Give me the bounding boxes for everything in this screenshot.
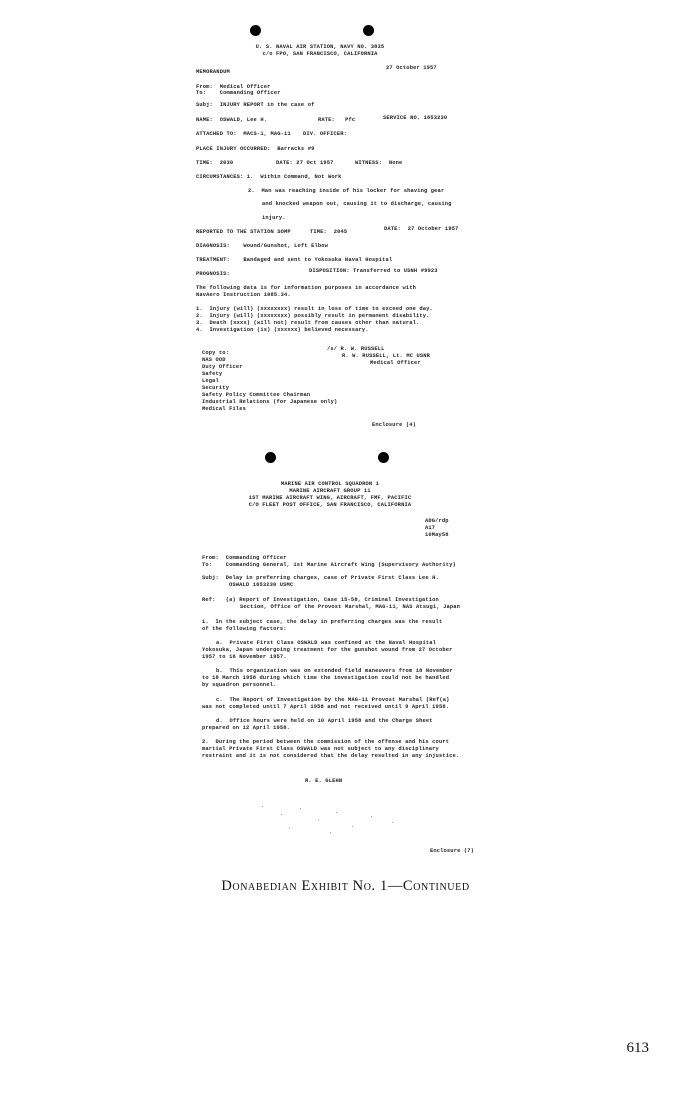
memo1-date: 27 October 1957 xyxy=(386,65,437,71)
memo1-copy-list-item: Copy to: xyxy=(202,350,230,356)
memo2-from: From: Commanding Officer xyxy=(202,555,287,561)
memo1-copy-list-item: Safety xyxy=(202,371,223,377)
memo1-item: 3. Death (xxxx) (will not) result from causes other than natural. xyxy=(196,320,420,326)
scan-speck xyxy=(318,820,319,821)
memo1-div-officer: DIV. OFFICER: xyxy=(303,131,348,137)
memo1-copy-list-item: Security xyxy=(202,385,230,391)
memo1-header-line2: c/o FPO, SAN FRANCISCO, CALIFORNIA xyxy=(262,51,378,57)
memo1-name: NAME: OSWALD, Lee H. xyxy=(196,117,268,123)
memo2-ref-code: 10May58 xyxy=(425,532,449,538)
memo1-circumstances-2: 2. Man was reaching inside of his locker for shaving gear xyxy=(248,188,445,194)
memo2-header-line3: 1ST MARINE AIRCRAFT WING, AIRCRAFT, FMF, PACIFIC xyxy=(248,495,412,501)
memo1-reported-date: DATE: 27 October 1957 xyxy=(384,226,459,232)
memo2-paragraph-b1: b. This organization was on extended field maneuvers from 18 November xyxy=(216,668,453,674)
scan-speck xyxy=(262,806,263,807)
punch-hole-left xyxy=(250,25,261,36)
memo2-paragraph-a3: 1957 to 16 November 1957. xyxy=(202,654,287,660)
memo1-info-line2: NavAero Instruction 1085.34. xyxy=(196,292,291,298)
memo1-item: 4. Investigation (is) (xxxxxx) believed necessary. xyxy=(196,327,369,333)
scan-speck xyxy=(330,832,331,833)
memo1-circumstances-1: CIRCUMSTANCES: 1. Within Command, Not Work xyxy=(196,174,342,180)
memo1-witness: WITNESS: None xyxy=(355,160,403,166)
memo1-circumstances-3: and knocked weapon out, causing it to discharge, causing xyxy=(262,201,452,207)
memo2-paragraph-1b: of the following factors: xyxy=(202,626,287,632)
memo2-ref-code: A17 xyxy=(425,525,436,531)
memo1-copy-list-item: Legal xyxy=(202,378,219,384)
memo1-from: From: Medical Officer xyxy=(196,84,271,90)
memo1-copy-list-item: Medical Files xyxy=(202,406,247,412)
memo2-paragraph-c1: c. The Report of Investigation by the MAG-11 Provost Marshal (Ref(a) xyxy=(216,697,450,703)
memo1-service-no: SERVICE NO. 1653230 xyxy=(383,115,448,121)
memo2-paragraph-2c: restraint and it is not considered that the delay resulted in any injustice. xyxy=(202,753,460,759)
page-number: 613 xyxy=(626,1040,649,1056)
scan-speck xyxy=(336,812,337,813)
memo1-circumstances-4: injury. xyxy=(262,215,286,221)
memo1-signature-1: /s/ R. W. RUSSELL xyxy=(327,346,385,352)
scan-speck xyxy=(300,808,301,809)
memo2-signature: R. E. GLEHN xyxy=(305,778,343,784)
memo1-reported: REPORTED TO THE STATION SOMP xyxy=(196,229,291,235)
scan-speck xyxy=(281,814,282,815)
memo1-rate: RATE: Pfc xyxy=(318,117,356,123)
memo1-item: 2. Injury (will) (xxxxxxxx) possibly result in permanent disability. xyxy=(196,313,430,319)
memo2-paragraph-b2: to 18 March 1958 during which time the investigation could not be handled xyxy=(202,675,450,681)
memo1-type: MEMORANDUM xyxy=(196,69,230,75)
memo1-reported-time: TIME: 2045 xyxy=(310,229,348,235)
memo1-diagnosis: DIAGNOSIS: Wound/Gunshot, Left Elbow xyxy=(196,243,329,249)
memo1-copy-list-item: Safety Policy Committee Chairman xyxy=(202,392,311,398)
memo1-time: TIME: 2030 xyxy=(196,160,234,166)
exhibit-caption: Donabedian Exhibit No. 1—Continued xyxy=(221,878,470,894)
memo1-attached: ATTACHED TO: MACS-1, MAG-11 xyxy=(196,131,291,137)
memo1-enclosure: Enclosure (4) xyxy=(372,422,417,428)
memo2-header-line1: MARINE AIR CONTROL SQUADRON 1 xyxy=(280,481,380,487)
memo1-treatment: TREATMENT: Bandaged and sent to Yokosuka Naval Hospital xyxy=(196,257,393,263)
punch-hole-right xyxy=(363,25,374,36)
memo2-paragraph-c2: was not completed until 7 April 1958 and not received until 9 April 1958. xyxy=(202,704,450,710)
memo1-prognosis: PROGNOSIS: xyxy=(196,271,230,277)
memo1-info-line1: The following data is for information purposes in accordance with xyxy=(196,285,417,291)
memo2-subject-2: OSWALD 1653230 USMC xyxy=(229,582,294,588)
memo1-copy-list-item: Industrial Relations (for Japanese only) xyxy=(202,399,338,405)
memo1-disposition: DISPOSITION: Transferred to USNH #9923 xyxy=(309,268,438,274)
memo2-reference-2: Section, Office of the Provost Marshal, MAG-11, NAS Atsugi, Japan xyxy=(240,604,461,610)
memo1-to: To: Commanding Officer xyxy=(196,90,281,96)
memo2-header-line2: MARINE AIRCRAFT GROUP 11 xyxy=(289,488,371,494)
memo2-ref-code: ADG/rdp xyxy=(425,518,449,524)
memo2-subject-1: Subj: Delay in preferring charges, case of Private First Class Lee H. xyxy=(202,575,439,581)
memo1-subject: Subj: INJURY REPORT in the case of xyxy=(196,102,315,108)
memo2-paragraph-2a: 2. During the period between the commission of the offense and his court xyxy=(202,739,450,745)
memo1-date-line: DATE: 27 Oct 1957 xyxy=(276,160,334,166)
memo2-enclosure: Enclosure (7) xyxy=(430,848,475,854)
memo2-paragraph-a1: a. Private First Class OSWALD was confined at the Naval Hospital xyxy=(216,640,437,646)
scan-speck xyxy=(392,822,393,823)
punch-hole-right xyxy=(378,452,389,463)
scan-speck xyxy=(371,816,372,817)
memo1-header-line1: U. S. NAVAL AIR STATION, NAVY NO. 3835 xyxy=(255,44,385,50)
memo2-paragraph-2b: martial Private First Class OSWALD was not subject to any disciplinary xyxy=(202,746,439,752)
scan-speck xyxy=(289,828,290,829)
memo2-paragraph-b3: by squadron personnel. xyxy=(202,682,277,688)
memo1-place: PLACE INJURY OCCURRED: Barracks #9 xyxy=(196,146,315,152)
memo1-copy-list-item: Duty Officer xyxy=(202,364,243,370)
memo2-header-line4: C/O FLEET POST OFFICE, SAN FRANCISCO, CALIFORNIA xyxy=(248,502,412,508)
memo1-signature-2: R. W. RUSSELL, Lt. MC USNR xyxy=(342,353,431,359)
memo2-paragraph-d2: prepared on 12 April 1958. xyxy=(202,725,291,731)
memo1-signature-3: Medical Officer xyxy=(370,360,421,366)
memo1-copy-list-item: NAS OOD xyxy=(202,357,226,363)
punch-hole-left xyxy=(265,452,276,463)
memo2-paragraph-1a: 1. In the subject case, the delay in preferring charges was the result xyxy=(202,619,443,625)
memo1-item: 1. Injury (will) (xxxxxxxx) result in loss of time to exceed one day. xyxy=(196,306,433,312)
memo2-paragraph-a2: Yokosuka, Japan undergoing treatment for the gunshot wound from 27 October xyxy=(202,647,453,653)
memo2-to: To: Commanding General, 1st Marine Aircraft Wing (Supervisory Authority) xyxy=(202,562,456,568)
memo2-paragraph-d1: d. Office hours were held on 10 April 1958 and the Charge Sheet xyxy=(216,718,433,724)
scan-speck xyxy=(352,826,353,827)
memo2-reference-1: Ref: (a) Report of Investigation, Case 15-58, Criminal Investigation xyxy=(202,597,439,603)
